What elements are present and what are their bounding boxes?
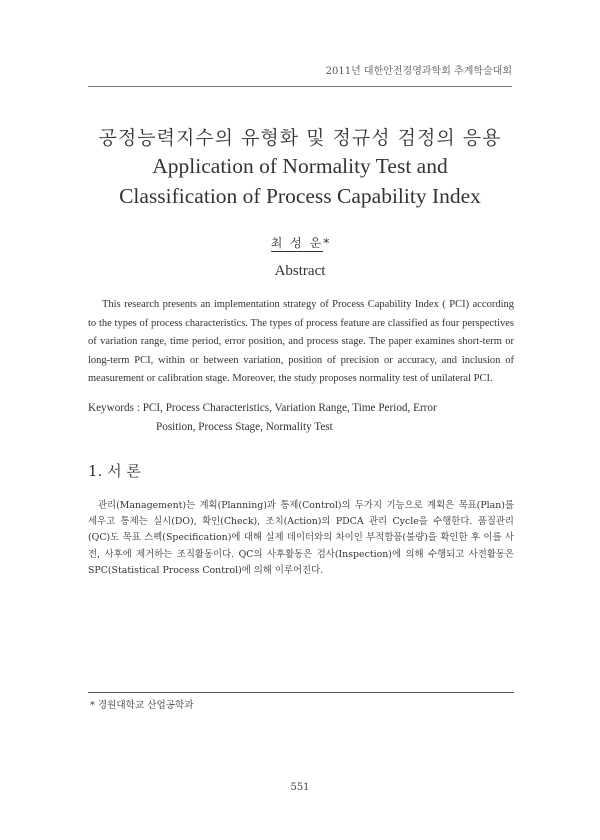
footnote-divider <box>88 692 514 693</box>
keywords-line-1 <box>88 399 514 418</box>
title-english <box>0 151 600 211</box>
title-english-line-2: Classification of Process Capability Index <box>119 184 481 208</box>
page-number: 551 <box>290 782 310 793</box>
footnote: * 경원대학교 산업공학과 <box>90 700 194 711</box>
keywords-label: Keywords : <box>88 402 140 414</box>
keywords-text-1: PCI, Process Characteristics, Variation Range, Time Period, Error <box>142 402 437 414</box>
title-korean: 공정능력지수의 유형화 및 정규성 검정의 응용 <box>98 127 502 149</box>
keywords-block <box>88 399 514 436</box>
author-block <box>0 234 600 251</box>
running-head-text: 2011년 대한안전경영과학회 추계학술대회 <box>325 66 512 77</box>
abstract-heading: Abstract <box>274 263 326 279</box>
abstract-body: This research presents an implementation strategy of Process Capability Index ( PCI) according to the types of process characteristics. The types of process feature are classified as four perspectives of variation range, time period, error position, and process stage. The paper examines short-term or long-term PCI, within or between variation, position of precision or accuracy, and inclusion of measurement or calibration stage. Moreover, the study proposes normality test of unilateral PCI. <box>88 299 514 385</box>
keywords-line-2: Position, Process Stage, Normality Test <box>156 420 333 433</box>
section-body: 관리(Management)는 계획(Planning)과 통제(Control)의 두가지 기능으로 계획은 목표(Plan)를 세우고 통제는 실시(DO), 확인(Check), 조치(Action)의 PDCA 관리 Cycle을 수행한다. 품질관리(QC)도 목표 스펙(Specification)에 대해 실제 데이터와의 차이인 부적합품(불량)을 확인한 후 이를 사전, 사후에 제거하는 조직활동이다. QC의 사후활동은 검사(Inspection)에 의해 수행되고 사전활동은 SPC(Statistical Process Control)에 의해 이루어진다. <box>88 500 514 576</box>
section-heading: 1. 서 론 <box>88 462 141 480</box>
title-english-line-1: Application of Normality Test and <box>152 154 448 178</box>
running-header <box>88 62 512 87</box>
author-mark: * <box>323 236 330 250</box>
author-name: 최 성 운 <box>270 236 324 250</box>
